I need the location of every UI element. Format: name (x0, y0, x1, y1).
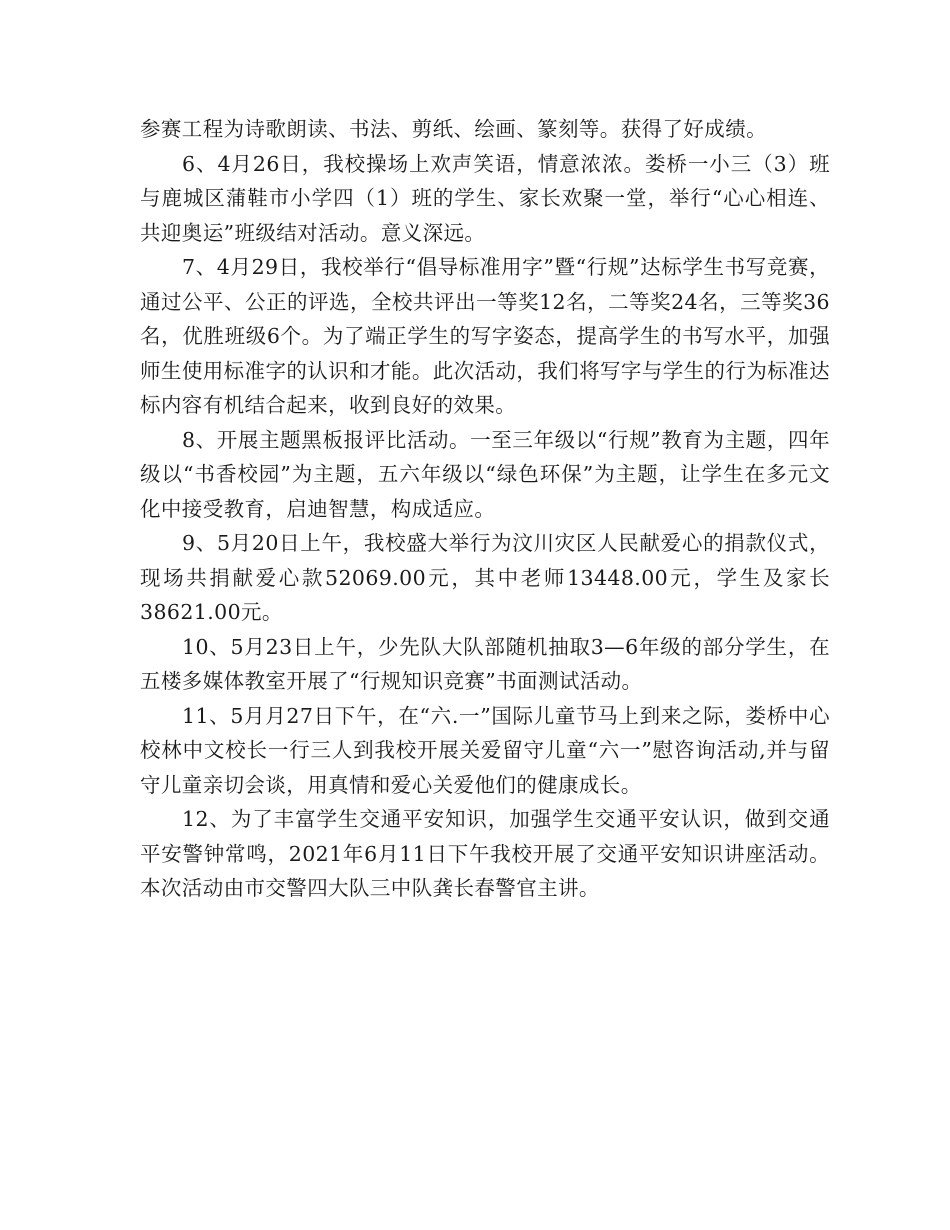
paragraph-item-11: 11、5月月27日下午，在“六.一”国际儿童节马上到来之际，娄桥中心校林中文校长一行三人到我校开展关爱留守儿童“六一”慰咨询活动,并与留守儿童亲切会谈，用真情和爱心关爱他们的健康成长。 (140, 703, 830, 797)
paragraph-item-10: 10、5月23日上午，少先队大队部随机抽取3—6年级的部分学生，在五楼多媒体教室开展了“行规知识竞赛”书面测试活动。 (140, 634, 830, 693)
paragraph-continuation: 参赛工程为诗歌朗读、书法、剪纸、绘画、篆刻等。获得了好成绩。 (140, 117, 767, 141)
paragraph-item-7: 7、4月29日，我校举行“倡导标准用字”暨“行规”达标学生书写竞赛，通过公平、公正的评选，全校共评出一等奖12名，二等奖24名，三等奖36名，优胜班级6个。为了端正学生的写字姿态，提高学生的书写水平，加强师生使用标准字的认识和才能。此次活动，我们将写字与学生的行为标准达标内容有机结合起来，收到良好的效果。 (140, 255, 830, 417)
paragraph-item-9: 9、5月20日上午，我校盛大举行为汶川灾区人民献爱心的捐款仪式，现场共捐献爱心款52069.00元，其中老师13448.00元，学生及家长38621.00元。 (140, 531, 830, 624)
document-body (140, 112, 830, 906)
paragraph-item-6: 6、4月26日，我校操场上欢声笑语，情意浓浓。娄桥一小三（3）班与鹿城区蒲鞋市小学四（1）班的学生、家长欢聚一堂，举行“心心相连、共迎奥运”班级结对活动。意义深远。 (140, 151, 830, 245)
paragraph-item-8: 8、开展主题黑板报评比活动。一至三年级以“行规”教育为主题，四年级以“书香校园”为主题，五六年级以“绿色环保”为主题，让学生在多元文化中接受教育，启迪智慧，构成适应。 (140, 427, 830, 521)
paragraph-item-12: 12、为了丰富学生交通平安知识，加强学生交通平安认识，做到交通平安警钟常鸣，2021年6月11日下午我校开展了交通平安知识讲座活动。本次活动由市交警四大队三中队龚长春警官主讲。 (140, 807, 830, 900)
